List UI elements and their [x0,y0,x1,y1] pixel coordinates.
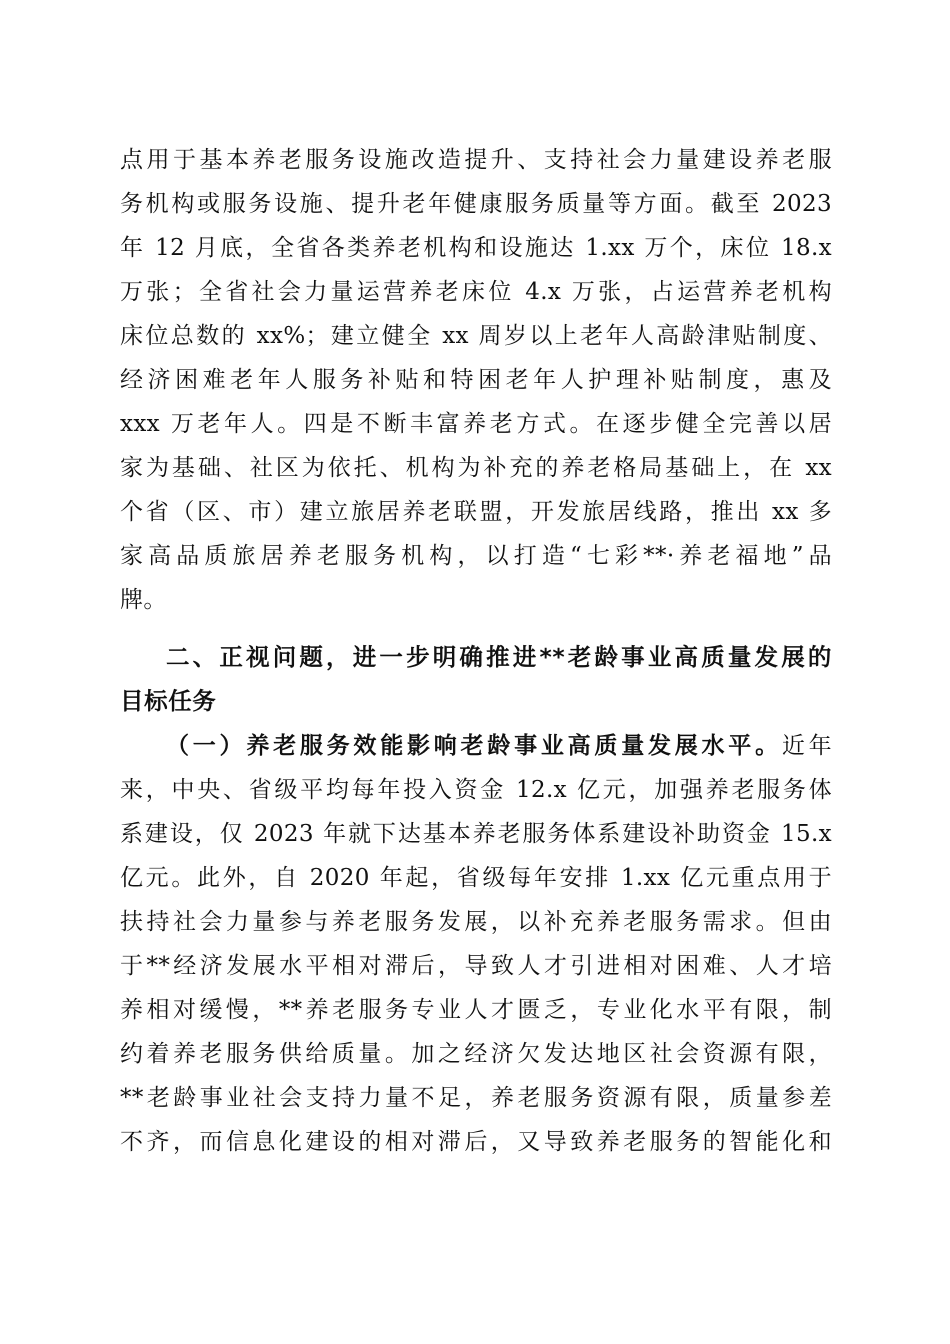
text-line: 务机构或服务设施、提升老年健康服务质量等方面。截至 2023 [120,191,832,217]
text-line: 约着养老服务供给质量。加之经济欠发达地区社会资源有限， [120,1041,832,1067]
text-line: 养相对缓慢，**养老服务专业人才匮乏，专业化水平有限，制 [120,997,832,1023]
text-line: xxx 万老年人。四是不断丰富养老方式。在逐步健全完善以居 [120,411,832,437]
body-paragraph-one [120,724,832,1164]
text-line: 系建设，仅 2023 年就下达基本养老服务体系建设补助资金 15.x [120,821,832,847]
text-line: 万张；全省社会力量运营养老床位 4.x 万张，占运营养老机构 [120,279,832,305]
text-line: 个省（区、市）建立旅居养老联盟，开发旅居线路，推出 xx 多 [120,499,832,525]
heading-line: 目标任务 [120,687,217,715]
text-line: 亿元。此外，自 2020 年起，省级每年安排 1.xx 亿元重点用于 [120,865,832,891]
text-line: 点用于基本养老服务设施改造提升、支持社会力量建设养老服 [120,147,832,173]
section-heading [120,635,832,723]
text-line-with-subheading [120,724,832,768]
text-line: 年 12 月底，全省各类养老机构和设施达 1.xx 万个，床位 18.x [120,235,832,261]
text-line: 经济困难老年人服务补贴和特困老年人护理补贴制度，惠及 [120,367,832,393]
text-line: **老龄事业社会支持力量不足，养老服务资源有限，质量参差 [120,1085,832,1111]
text-line: 扶持社会力量参与养老服务发展，以补充养老服务需求。但由 [120,909,832,935]
text-line: 不齐，而信息化建设的相对滞后，又导致养老服务的智能化和 [120,1129,832,1155]
text-line: 家高品质旅居养老服务机构，以打造“七彩**·养老福地”品 [120,543,832,569]
subheading-line-rest: 近年 [781,733,832,759]
text-line: 床位总数的 xx%；建立健全 xx 周岁以上老年人高龄津贴制度、 [120,323,832,349]
body-paragraph-continued [120,138,832,622]
heading-line: 二、正视问题，进一步明确推进**老龄事业高质量发展的 [166,643,832,671]
text-line: 牌。 [120,587,167,613]
subheading: （一）养老服务效能影响老龄事业高质量发展水平。 [166,732,782,759]
text-line: 于**经济发展水平相对滞后，导致人才引进相对困难、人才培 [120,953,832,979]
text-line: 来，中央、省级平均每年投入资金 12.x 亿元，加强养老服务体 [120,777,832,803]
text-line: 家为基础、社区为依托、机构为补充的养老格局基础上，在 xx [120,455,832,481]
